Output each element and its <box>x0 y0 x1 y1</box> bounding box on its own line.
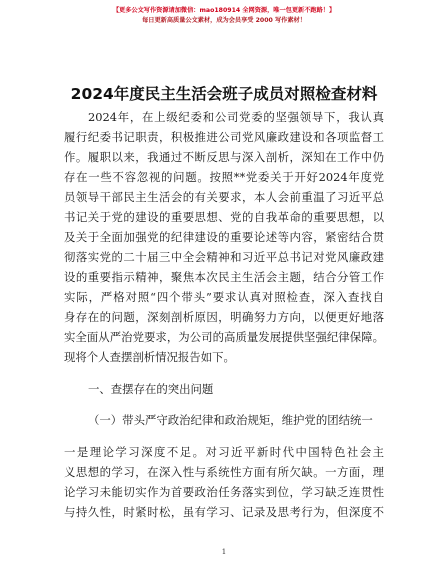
document-title: 2024年度民主生活会班子成员对照检查材料 <box>70 85 378 103</box>
paragraph-line: 作。履职以来，我通过不断反思与深入剖析，深知在工作中仍 <box>64 150 384 164</box>
promo-banner-line-1: 【更多公文写作资源请加微信：mao180914 全网资源，唯一包更新不跑路！】 <box>112 7 336 14</box>
paragraph-line: 设的重要指示精神，聚焦本次民主生活会主题，结合分管工作 <box>64 270 384 284</box>
paragraph-line: 身存在的问题，深刻剖析原因，明确努力方向，以便更好地落 <box>64 310 384 324</box>
promo-banner-line-2: 每日更新高质量公文素材，成为会员享受 2000 写作素材！ <box>142 17 306 24</box>
paragraph-line: 义思想的学习，在深入性与系统性方面有所欠缺。一方面，理 <box>64 465 384 479</box>
page-number: 1 <box>221 548 227 556</box>
paragraph-line: 及关于全面加强党的纪律建设的重要论述等内容，紧密结合贯 <box>64 230 384 244</box>
paragraph-line: 存在一些不容忽视的问题。按照**党委关于开好2024年度党 <box>64 170 384 184</box>
paragraph-line: 书记关于党的建设的重要思想、党的自我革命的重要思想，以 <box>64 210 384 224</box>
paragraph-line: 2024年，在上级纪委和公司党委的坚强领导下，我认真 <box>88 110 384 124</box>
paragraph-line: 现将个人查摆剖析情况报告如下。 <box>64 350 235 364</box>
paragraph-line: 与持久性，时紧时松，虽有学习、记录及思考行为，但深度不 <box>64 505 384 519</box>
paragraph-line: 一是理论学习深度不足。对习近平新时代中国特色社会主 <box>64 445 384 459</box>
paragraph-line: 实全面从严治党要求，为公司的高质量发展提供坚强纪律保障。 <box>64 330 384 344</box>
paragraph-line: 论学习未能切实作为首要政治任务落实到位，学习缺乏连贯性 <box>64 485 384 499</box>
subsection-heading: （一）带头严守政治纪律和政治规矩，维护党的团结统一 <box>88 413 373 427</box>
paragraph-line: 彻落实党的二十届三中全会精神和习近平总书记对党风廉政建 <box>64 250 384 264</box>
paragraph-line: 员领导干部民主生活会的有关要求，本人会前重温了习近平总 <box>64 190 384 204</box>
paragraph-line: 实际，严格对照“四个带头”要求认真对照检查，深入查找自 <box>64 290 384 304</box>
paragraph-line: 履行纪委书记职责，积极推进公司党风廉政建设和各项监督工 <box>64 130 384 144</box>
section-heading: 一、查摆存在的突出问题 <box>88 382 214 396</box>
